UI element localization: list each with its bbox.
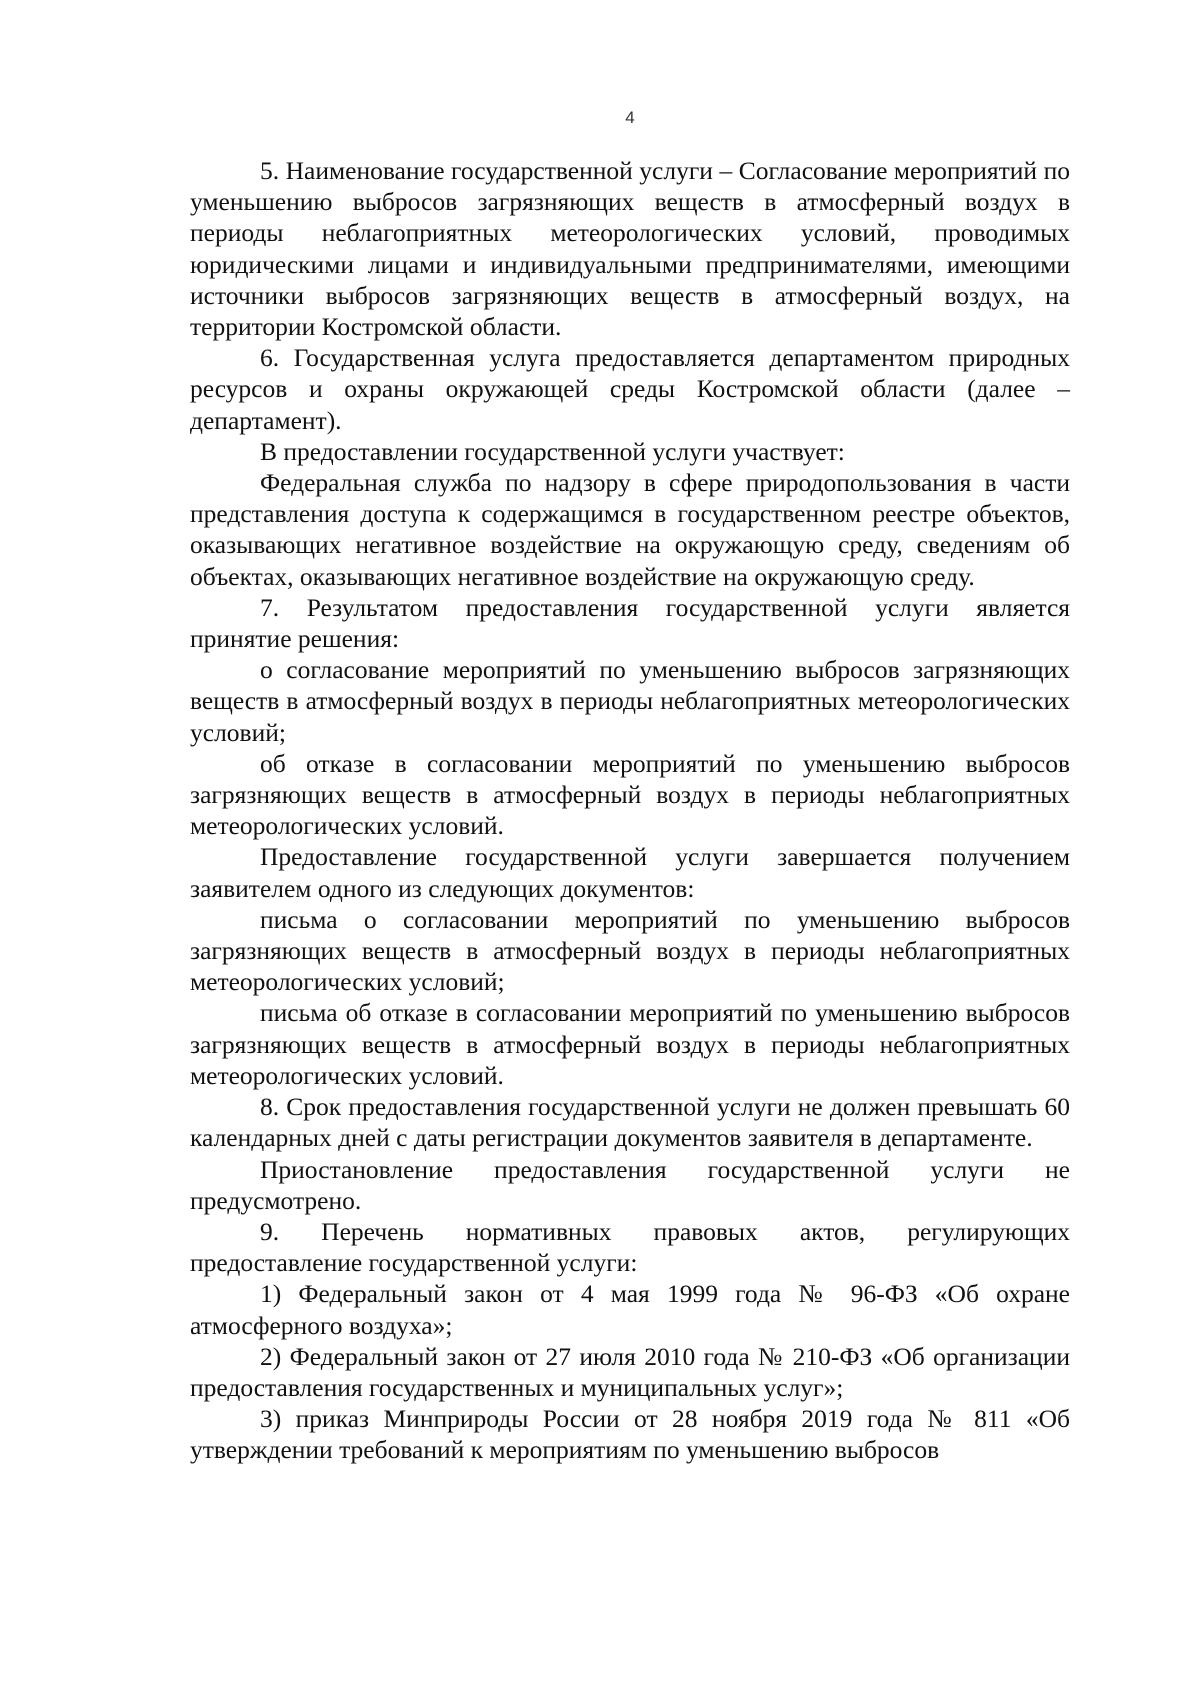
paragraph-federal-service: Федеральная служба по надзору в сфере природопользования в части представления доступа к содержащимся в государственном реестре объектов, оказывающих негативное воздействие на окружающую среду, сведениям об объектах, оказывающих негативное воздействие на окружающую среду. — [190, 468, 1070, 591]
paragraph-result-refusal: об отказе в согласовании мероприятий по уменьшению выбросов загрязняющих веществ в атмосферный воздух в периоды неблагоприятных метеорологических условий. — [190, 748, 1070, 841]
paragraph-participants-intro: В предоставлении государственной услуги участвует: — [260, 436, 845, 466]
paragraph-act-3: 3) приказ Минприроды России от 28 ноября 2019 года № 811 «Об утверждении требований к мероприятиям по уменьшению выбросов — [190, 1404, 1070, 1465]
paragraph-act-2: 2) Федеральный закон от 27 июля 2010 года № 210-ФЗ «Об организации предоставления государственных и муниципальных услуг»; — [190, 1341, 1070, 1402]
document-body — [190, 155, 1070, 1466]
page-number: 4 — [625, 108, 635, 127]
paragraph-refusal-letter: письма об отказе в согласовании мероприятий по уменьшению выбросов загрязняющих веществ в атмосферный воздух в периоды неблагоприятных метеорологических условий. — [190, 998, 1070, 1090]
paragraph-6-provider: 6. Государственная услуга предоставляется департаментом природных ресурсов и охраны окружающей среды Костромской области (далее – департамент). — [190, 343, 1070, 435]
paragraph-completion: Предоставление государственной услуги завершается получением заявителем одного из следующих документов: — [190, 842, 1070, 903]
paragraph-act-1: 1) Федеральный закон от 4 мая 1999 года № 96-ФЗ «Об охране атмосферного воздуха»; — [190, 1279, 1070, 1340]
paragraph-result-approval: о согласование мероприятий по уменьшению выбросов загрязняющих веществ в атмосферный воздух в периоды неблагоприятных метеорологических условий; — [190, 655, 1070, 747]
paragraph-7-result: 7. Результатом предоставления государственной услуги является принятие решения: — [190, 592, 1070, 654]
paragraph-suspension: Приостановление предоставления государственной услуги не предусмотрено. — [190, 1154, 1070, 1215]
paragraph-8-term: 8. Срок предоставления государственной услуги не должен превышать 60 календарных дней с даты регистрации документов заявителя в департаменте. — [190, 1092, 1070, 1153]
paragraph-9-legal-acts: 9. Перечень нормативных правовых актов, регулирующих предоставление государственной услуги: — [190, 1216, 1070, 1278]
paragraph-5-service-name: 5. Наименование государственной услуги – Согласование мероприятий по уменьшению выбросов загрязняющих веществ в атмосферный воздух в периоды неблагоприятных метеорологических условий, проводимых юридическими лицами и индивидуальными предпринимателями, имеющими источники выбросов загрязняющих веществ в атмосферный воздух, на территории Костромской области. — [190, 156, 1070, 342]
paragraph-approval-letter: письма о согласовании мероприятий по уменьшению выбросов загрязняющих веществ в атмосферный воздух в периоды неблагоприятных метеорологических условий; — [190, 904, 1070, 997]
